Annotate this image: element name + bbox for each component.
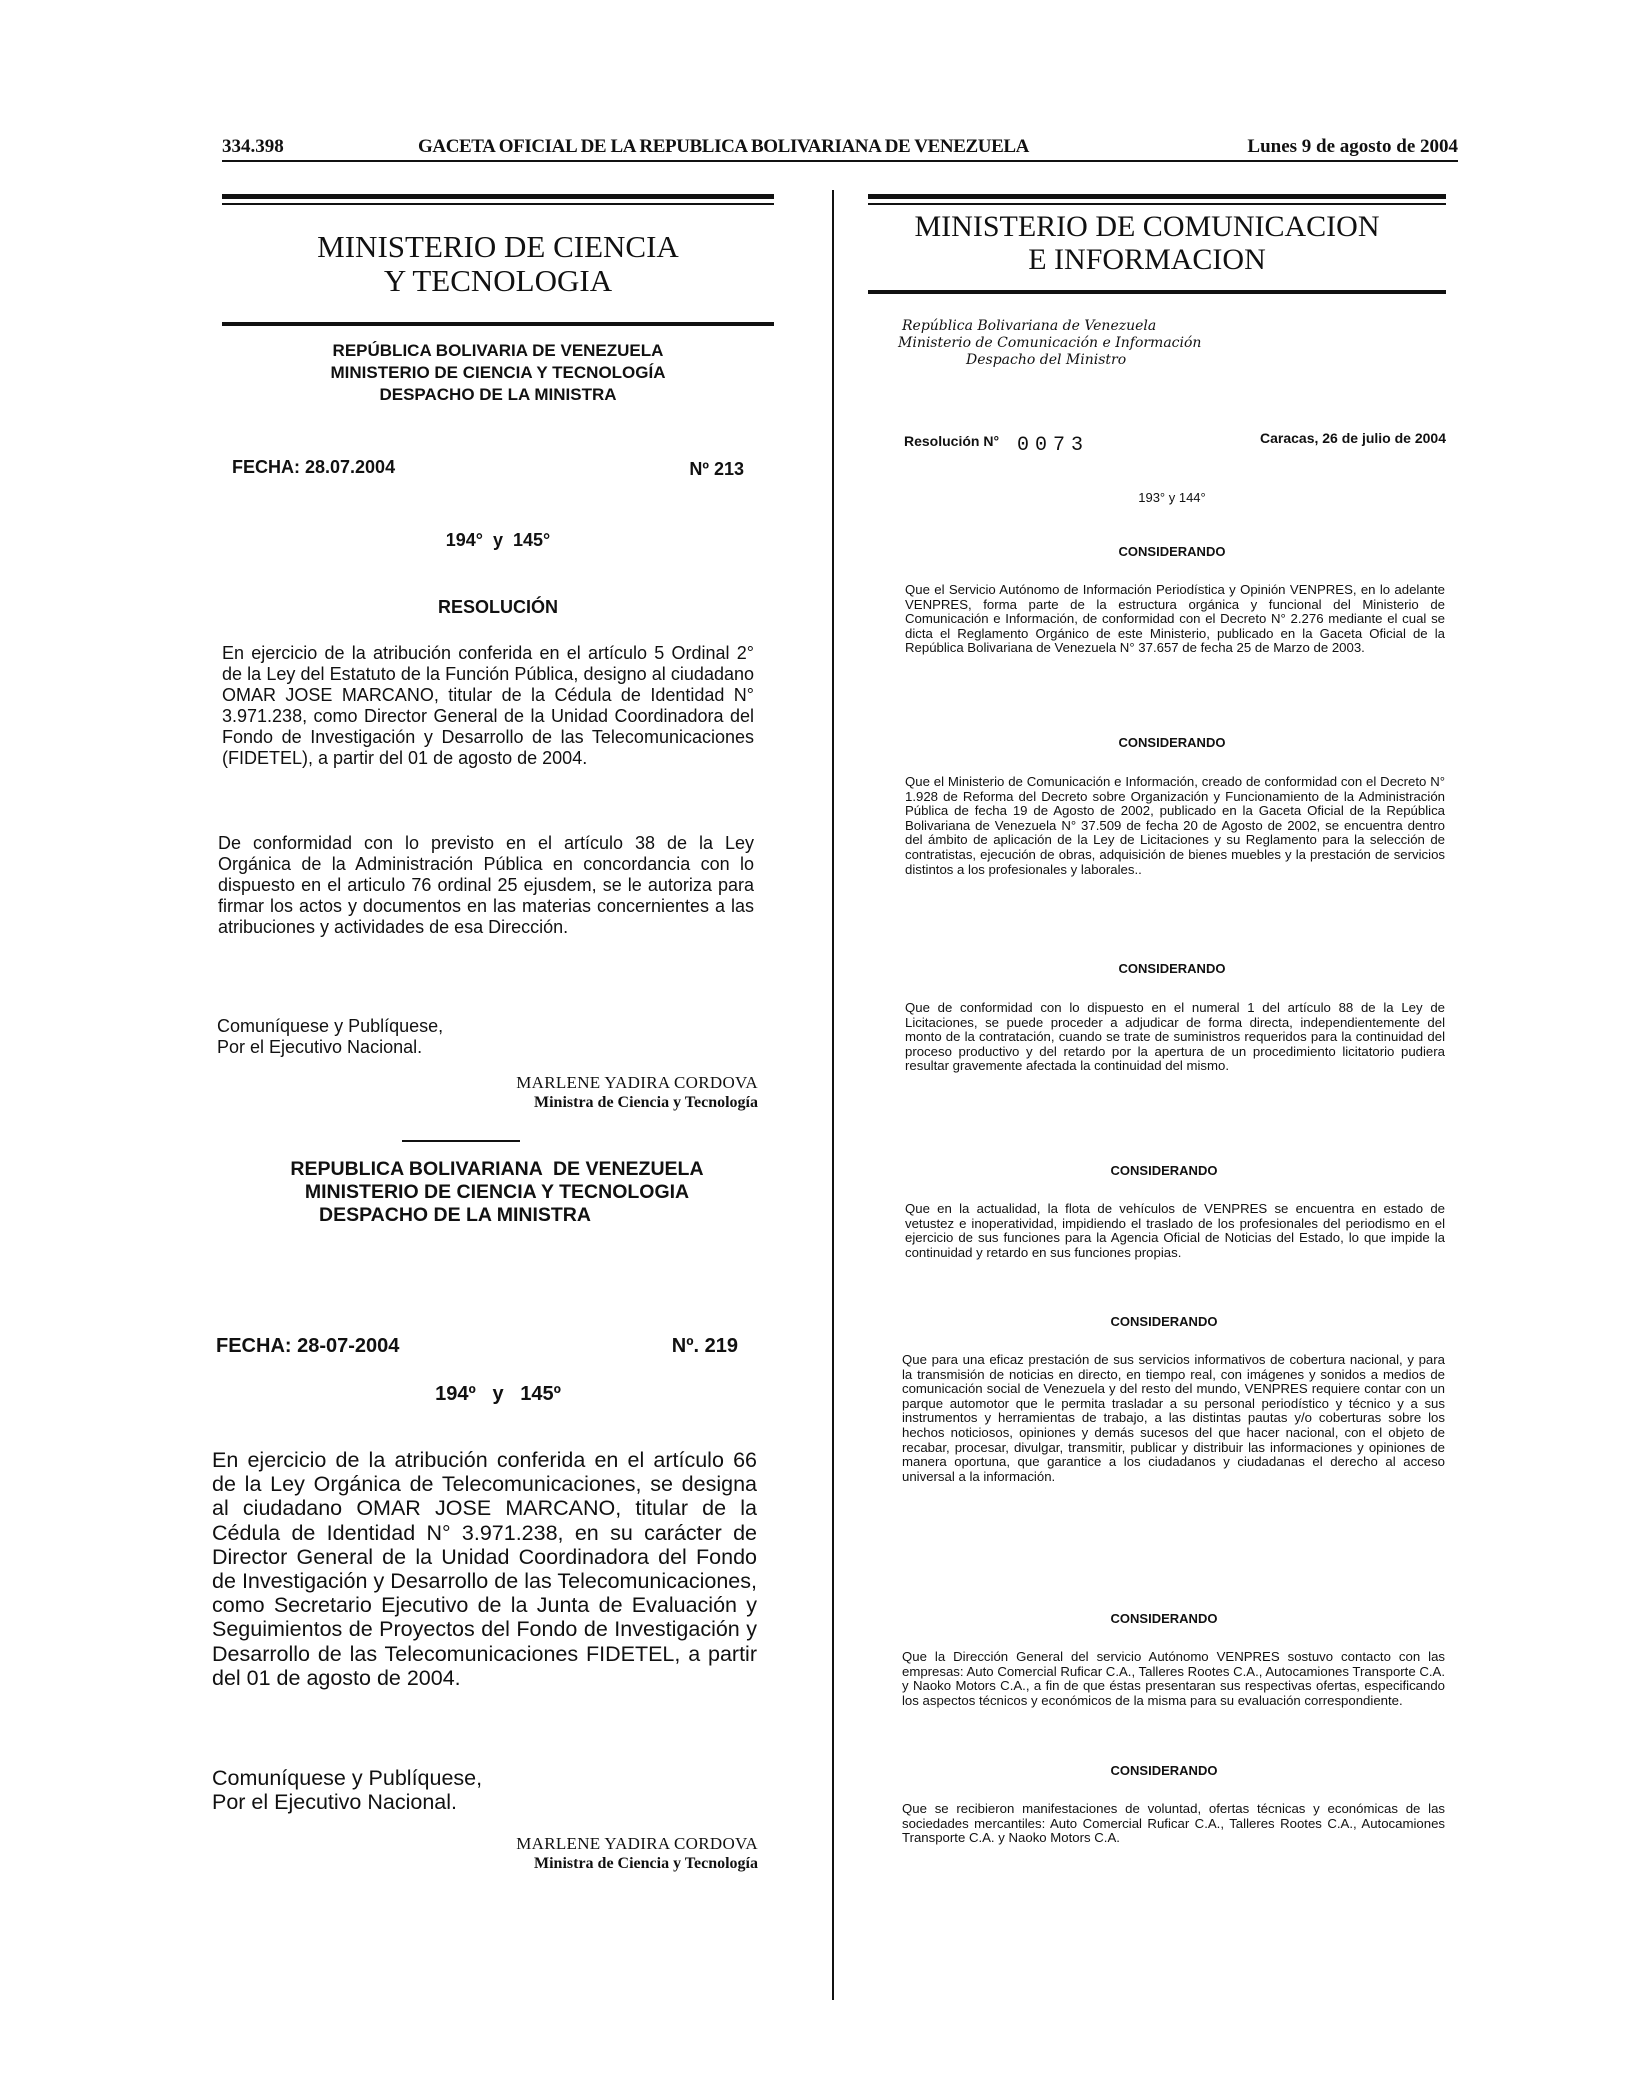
- res219-years: 194º y 145º: [435, 1383, 561, 1405]
- res219-closing-line1: Comuníquese y Publíquese,: [212, 1766, 483, 1790]
- right-ministry-title: [868, 210, 1426, 276]
- resolucion-row: [904, 430, 1446, 457]
- header-rule: [222, 160, 1458, 162]
- res219-heading-line1: REPUBLICA BOLIVARIANA DE VENEZUELA: [290, 1158, 704, 1180]
- res219-signer-name: MARLENE YADIRA CORDOVA: [516, 1834, 758, 1853]
- res219-signature: [460, 1834, 758, 1874]
- res213-closing-line1: Comuníquese y Publíquese,: [217, 1016, 444, 1036]
- res213-fecha: FECHA: 28.07.2004: [232, 457, 396, 477]
- gazette-title: GACETA OFICIAL DE LA REPUBLICA BOLIVARIANA DE VENEZUELA: [418, 136, 1029, 157]
- right-ministry-title-line1: MINISTERIO DE COMUNICACION: [914, 210, 1380, 243]
- res213-para1: En ejercicio de la atribución conferida en el artículo 5 Ordinal 2° de la Ley del Estatuto de la Función Pública, designo al ciudadano OMAR JOSE MARCANO, titular de la Cédula de Identidad N° 3.971.238, como Director General de la Unidad Coordinadora del Fondo de Investigación y Desarrollo de las Telecomunicaciones (FIDETEL), a partir del 01 de agosto de 2004.: [222, 643, 754, 768]
- res213-closing-line2: Por el Ejecutivo Nacional.: [217, 1037, 423, 1057]
- resolucion-label: Resolución N°: [904, 433, 1000, 449]
- res213-heading-line3: DESPACHO DE LA MINISTRA: [379, 385, 617, 404]
- res213-number: Nº 213: [689, 459, 744, 479]
- res213-heading-line1: REPÚBLICA BOLIVARIA DE VENEZUELA: [332, 341, 664, 360]
- considerando-heading-3: CONSIDERANDO: [1118, 961, 1226, 976]
- letterhead-line2: Ministerio de Comunicación e Información: [898, 335, 1202, 351]
- res219-closing-line2: Por el Ejecutivo Nacional.: [212, 1790, 457, 1814]
- res213-signature: [460, 1073, 758, 1113]
- considerando-heading-1: CONSIDERANDO: [1118, 544, 1226, 559]
- res213-title: RESOLUCIÓN: [437, 597, 558, 617]
- res219-heading: [238, 1158, 756, 1227]
- right-ministry-title-line2: E INFORMACION: [1028, 243, 1266, 276]
- right-years: 193° y 144°: [1138, 490, 1206, 505]
- res219-closing: [212, 1766, 612, 1814]
- res219-number: Nº. 219: [671, 1335, 738, 1357]
- res213-years: 194° y 145°: [445, 530, 551, 550]
- left-title-rule-bottom: [222, 322, 774, 326]
- res213-heading-line2: MINISTERIO DE CIENCIA Y TECNOLOGÍA: [330, 363, 666, 382]
- page-number: 334.398: [222, 136, 284, 157]
- considerando-heading-2: CONSIDERANDO: [1118, 735, 1226, 750]
- right-title-rule-top-thin: [868, 203, 1446, 205]
- letterhead-line3: Despacho del Ministro: [966, 352, 1127, 368]
- place-date: Caracas, 26 de julio de 2004: [1260, 430, 1446, 446]
- considerando-text-3: Que de conformidad con lo dispuesto en el numeral 1 del artículo 88 de la Ley de Licitaciones, se puede proceder a adjudicar de forma directa, independientemente del monto de la contratación, cuando se trate de suministros requeridos para la continuidad del proceso productivo y del retardo por la apertura de un procedimiento licitatorio pudiera resultar gravemente afectada la continuidad del mismo.: [905, 1000, 1445, 1074]
- page-header: [222, 136, 1458, 160]
- issue-date: Lunes 9 de agosto de 2004: [1247, 136, 1458, 157]
- res219-fecha: FECHA: 28-07-2004: [216, 1335, 400, 1357]
- right-title-rule-top: [868, 194, 1446, 199]
- considerando-heading-4: CONSIDERANDO: [1110, 1163, 1218, 1178]
- res213-signer-title: Ministra de Ciencia y Tecnología: [534, 1094, 758, 1111]
- res213-closing: [217, 1016, 617, 1058]
- res213-fecha-row: [232, 457, 744, 478]
- left-title-rule-top-thin: [222, 203, 774, 205]
- letterhead-line1: República Bolivariana de Venezuela: [902, 318, 1157, 334]
- considerando-heading-5: CONSIDERANDO: [1110, 1314, 1218, 1329]
- considerando-text-2: Que el Ministerio de Comunicación e Información, creado de conformidad con el Decreto N° 1.928 de Reforma del Decreto sobre Organización y Funcionamiento de la Administración Pública de fecha 19 de Agosto de 2002, publicado en la Gaceta Oficial de la República Bolivariana de Venezuela N° 37.509 de fecha 20 de Agosto de 2002, se encuentra dentro del ámbito de aplicación de la Ley de Licitaciones y su Reglamento para la selección de contratistas, ejecución de obras, adquisición de bienes muebles y la prestación de servicios distintos a los profesionales y laborales..: [905, 774, 1445, 877]
- res219-heading-line3: DESPACHO DE LA MINISTRA: [319, 1204, 591, 1226]
- res213-para2: De conformidad con lo previsto en el artículo 38 de la Ley Orgánica de la Administración Pública en concordancia con lo dispuesto en el articulo 76 ordinal 25 ejusdem, se le autoriza para firmar los actos y documentos en las materias concernientes a las atribuciones y actividades de esa Dirección.: [218, 833, 754, 937]
- res213-signer-name: MARLENE YADIRA CORDOVA: [516, 1073, 758, 1092]
- considerando-heading-7: CONSIDERANDO: [1110, 1763, 1218, 1778]
- res219-para1: En ejercicio de la atribución conferida en el artículo 66 de la Ley Orgánica de Telecomunicaciones, se designa al ciudadano OMAR JOSE MARCANO, titular de la Cédula de Identidad N° 3.971.238, en su carácter de Director General de la Unidad Coordinadora del Fondo de Investigación y Desarrollo de las Telecomunicaciones, como Secretario Ejecutivo de la Junta de Evaluación y Seguimientos de Proyectos del Fondo de Investigación y Desarrollo de las Telecomunicaciones FIDETEL, a partir del 01 de agosto de 2004.: [212, 1448, 757, 1690]
- res-separator: [402, 1140, 520, 1142]
- column-divider: [832, 190, 834, 2000]
- left-ministry-title-line1: MINISTERIO DE CIENCIA: [317, 229, 679, 264]
- resolucion-number: 0073: [1016, 434, 1089, 457]
- considerando-text-7: Que se recibieron manifestaciones de voluntad, ofertas técnicas y económicas de las sociedades mercantiles: Auto Comercial Ruficar C.A., Talleres Rootes C.A., Autocamiones Transporte C.A. y Naoko Motors C.A.: [902, 1801, 1445, 1846]
- right-title-rule-bottom: [868, 290, 1446, 294]
- left-ministry-title: [222, 230, 774, 298]
- considerando-heading-6: CONSIDERANDO: [1110, 1611, 1218, 1626]
- considerando-text-4: Que en la actualidad, la flota de vehículos de VENPRES se encuentra en estado de vetustez e inoperatividad, impidiendo el traslado de los profesionales del periodismo en el ejercicio de sus funciones para la Agencia Oficial de Noticias del Estado, lo que impide la continuidad y retardo en sus funciones propias.: [905, 1201, 1445, 1260]
- res219-heading-line2: MINISTERIO DE CIENCIA Y TECNOLOGIA: [304, 1181, 690, 1203]
- left-title-rule-top: [222, 194, 774, 199]
- letterhead: [898, 318, 1298, 369]
- considerando-text-1: Que el Servicio Autónomo de Información Periodística y Opinión VENPRES, en lo adelante VENPRES, forma parte de la estructura orgánica y funcional del Ministerio de Comunicación e Información, de conformidad con el Decreto N° 2.276 mediante el cual se dicta el Reglamento Orgánico de este Ministerio, publicado en la Gaceta Oficial de la República Bolivariana de Venezuela N° 37.657 de fecha 25 de Marzo de 2003.: [905, 582, 1445, 656]
- considerando-text-5: Que para una eficaz prestación de sus servicios informativos de cobertura nacional, y para la transmisión de noticias en directo, en tiempo real, con imágenes y sonidos a medios de comunicación social de Venezuela y del resto del mundo, VENPRES requiere contar con un parque automotor que le permita trasladar a su personal periodístico y técnico y a sus instrumentos y herramientas de trabajo, a las distintas pautas y/o coberturas sobre los hechos noticiosos, opiniones y demás sucesos del que hacer nacional, con el objeto de recabar, procesar, divulgar, transmitir, publicar y distribuir las informaciones y opiniones de manera oportuna, que garantice a los ciudadanos y ciudadanas el derecho al acceso universal a la información.: [902, 1352, 1445, 1484]
- considerando-text-6: Que la Dirección General del servicio Autónomo VENPRES sostuvo contacto con las empresas: Auto Comercial Ruficar C.A., Talleres Rootes C.A., Autocamiones Transporte C.A. y Naoko Motors C.A., a fin de que éstas presentaran sus respectivas ofertas, especificando los aspectos técnicos y económicos de la misma para su evaluación correspondiente.: [902, 1649, 1445, 1708]
- res213-heading: [222, 340, 774, 406]
- res219-fecha-row: [216, 1335, 738, 1358]
- left-ministry-title-line2: Y TECNOLOGIA: [383, 263, 613, 298]
- res219-signer-title: Ministra de Ciencia y Tecnología: [534, 1855, 758, 1872]
